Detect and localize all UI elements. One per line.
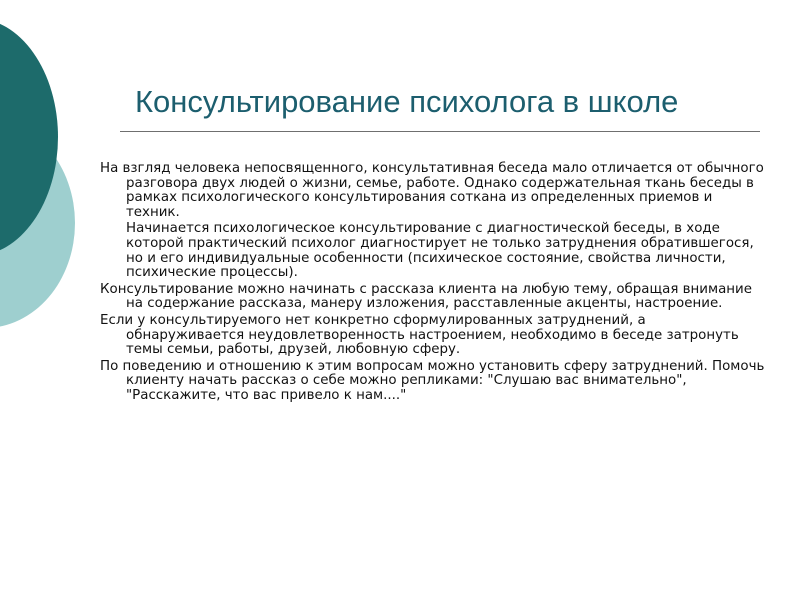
title-divider xyxy=(120,131,760,132)
slide-body xyxy=(100,162,765,406)
paragraph-4: Если у консультируемого нет конкретно сформулированных затруднений, а обнаруживается неудовлетворенность настроением, необходимо в беседе затронуть темы семьи, работы, друзей, любовную сферу. xyxy=(100,312,739,358)
paragraph-5: По поведению и отношению к этим вопросам можно установить сферу затруднений. Помочь клиенту начать рассказ о себе можно репликами: "Слушаю вас внимательно", "Расскажите, что вас привело к нам...." xyxy=(100,358,765,403)
slide-title: Консультирование психолога в школе xyxy=(135,84,679,119)
paragraph-3: Консультирование можно начинать с рассказа клиента на любую тему, обращая внимание на содержание рассказа, манеру изложения, расставленные акценты, настроение. xyxy=(100,281,752,312)
paragraph-1: На взгляд человека непосвященного, консультативная беседа мало отличается от обычного разговора двух людей о жизни, семье, работе. Однако содержательная ткань беседы в рамках психологического консультирования соткана из определенных приемов и техник. xyxy=(100,161,764,220)
paragraph-2: Начинается психологическое консультирование с диагностической беседы, в ходе которой практический психолог диагностирует не только затруднения обратившегося, но и его индивидуальные особенности (психическое состояние, свойства личности, психические процессы). xyxy=(126,221,754,281)
